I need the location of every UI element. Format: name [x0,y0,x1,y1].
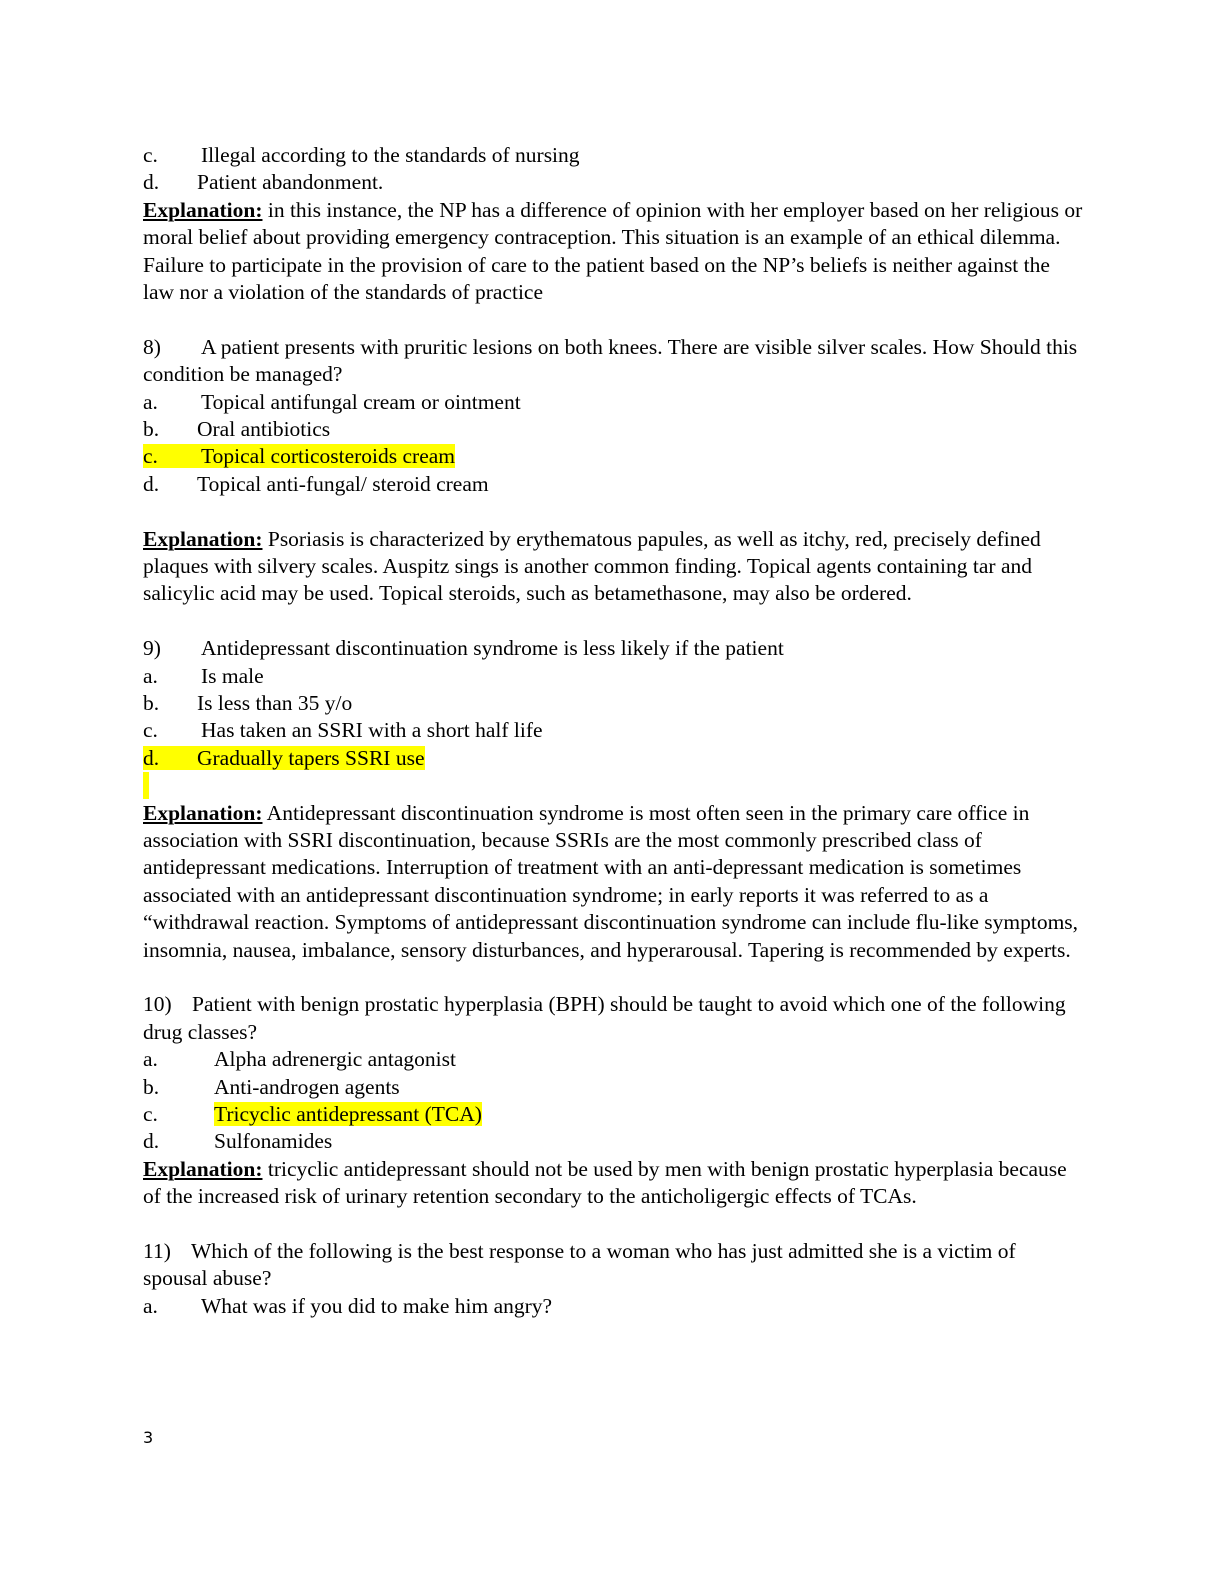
option-q8-a: a. Topical antifungal cream or ointment [143,389,521,414]
answer-highlight: d. Gradually tapers SSRI use [143,745,425,770]
answer-highlight: Tricyclic antidepressant (TCA) [214,1101,482,1126]
option-q10-d: d. Sulfonamides [143,1129,333,1154]
document-body [143,142,1083,1320]
explanation-q9: Explanation: Antidepressant discontinuation syndrome is most often seen in the primary care office in association with SSRI discontinuation, because SSRIs are the most commonly prescribed class of antidepressant medications. Interruption of treatment with an anti-depressant medication is sometimes associated with an antidepressant discontinuation syndrome; in early reports it was referred to as a “withdrawal reaction. Symptoms of antidepressant discontinuation syndrome can include flu-like symptoms, insomnia, nausea, imbalance, sensory disturbances, and hyperarousal. Tapering is recommended by experts. [143,800,1079,962]
explanation-heading: Explanation: [143,526,263,551]
highlight-cursor-mark [143,772,1083,799]
option-q8-c-highlighted [143,443,1083,470]
option-q10-c-highlighted: c. Tricyclic antidepressant (TCA) [143,1101,482,1126]
option-q7-d: d. Patient abandonment. [143,170,384,195]
question-9: 9) Antidepressant discontinuation syndrome is less likely if the patient [143,636,784,661]
explanation-q10: Explanation: tricyclic antidepressant should not be used by men with benign prostatic hyperplasia because of the increased risk of urinary retention secondary to the anticholigergic effects of TCAs. [143,1156,1067,1209]
option-q8-b: b. Oral antibiotics [143,417,331,441]
option-q8-d: d. Topical anti-fungal/ steroid cream [143,471,489,496]
highlight-mark [143,772,149,799]
option-q9-c: c. Has taken an SSRI with a short half life [143,718,543,743]
option-q10-b: b. Anti-androgen agents [143,1074,400,1099]
explanation-heading: Explanation: [143,197,263,222]
explanation-heading: Explanation: [143,1156,263,1181]
explanation-q8: Explanation: Psoriasis is characterized by erythematous papules, as well as itchy, red, precisely defined plaques with silvery scales. Auspitz sings is another common finding. Topical agents containing tar and salicylic acid may be used. Topical steroids, such as betamethasone, may also be ordered. [143,526,1041,606]
explanation-heading: Explanation: [143,800,263,825]
option-q11-a: a. What was if you did to make him angry? [143,1293,553,1318]
question-11: 11) Which of the following is the best response to a woman who has just admitted she is a victim of spousal abuse? [143,1238,1016,1291]
question-10: 10) Patient with benign prostatic hyperplasia (BPH) should be taught to avoid which one of the following drug classes? [143,992,1066,1044]
question-8: 8) A patient presents with pruritic lesions on both knees. There are visible silver scales. How Should this condition be managed? [143,334,1078,387]
option-q9-d-highlighted [143,745,1083,772]
answer-highlight: c. Topical corticosteroids cream [143,444,456,469]
option-q9-a: a. Is male [143,663,264,688]
option-q7-c: c. Illegal according to the standards of nursing [143,143,580,167]
option-q10-a: a. Alpha adrenergic antagonist [143,1047,456,1072]
page-number: 3 [143,1428,154,1447]
option-q9-b: b. Is less than 35 y/o [143,690,353,715]
explanation-q7: Explanation: in this instance, the NP has a difference of opinion with her employer based on her religious or moral belief about providing emergency contraception. This situation is an example of an ethical dilemma. Failure to participate in the provision of care to the patient based on the NP’s beliefs is neither against the law nor a violation of the standards of practice [143,197,1083,304]
